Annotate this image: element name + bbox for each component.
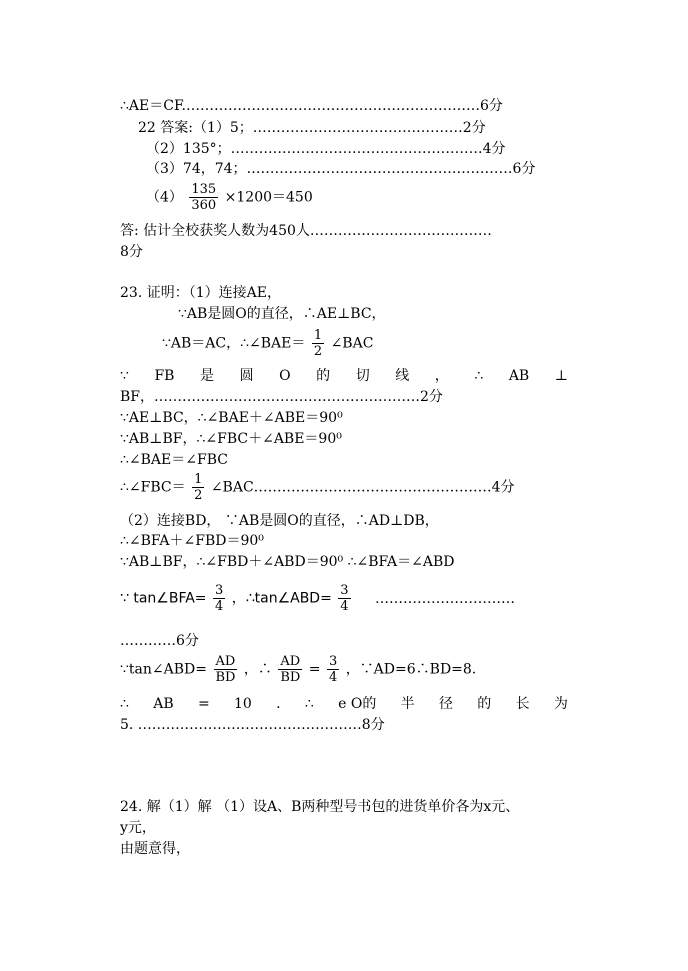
- p23-line-q: ∵tan∠ABD= $\frac{AD}{BD}$ ，∴ $\frac{AD}{BD}$ = $\frac{3}{4}$ ，∵AD=6∴BD=8.: [120, 654, 477, 685]
- fraction-three-quarters: $\frac{3}{4}$: [214, 583, 224, 614]
- p23-line-c: ∵AB＝AC，∴∠BAE＝ $\frac{1}{2}$ ∠BAC: [162, 328, 374, 359]
- p23-line-f: ∵AE⊥BC，∴∠BAE＋∠ABE＝90⁰: [120, 410, 343, 426]
- answer-22-part2: （2）135°；………………………………………………4分: [146, 141, 506, 157]
- p23-line-n: ∵ tan∠BFA= $\frac{3}{4}$ ，∴tan∠ABD= $\frac{3}{4}$ …………………………: [120, 583, 515, 614]
- fraction-ad-bd: $\frac{AD}{BD}$: [215, 654, 236, 685]
- p24-line-b: y元，: [120, 820, 156, 836]
- p23-line-k: ∴∠BFA＋∠FBD＝90⁰: [120, 533, 264, 549]
- fraction-ad-bd-2: $\frac{AD}{BD}$: [280, 654, 301, 685]
- fraction-half: $\frac{1}{2}$: [313, 328, 323, 359]
- line-ae-cf: ∴AE＝CF.………………………………………………………6分: [120, 98, 503, 114]
- p23-line-h: ∴∠BAE＝∠FBC: [120, 452, 228, 468]
- p23-line-e: BF，…………………………………………………2分: [120, 389, 443, 405]
- p23-line-i: ∴∠FBC＝ $\frac{1}{2}$ ∠BAC……………………………………………4分: [120, 472, 515, 503]
- p23-line-o: …………6分: [120, 633, 199, 649]
- fraction-135-360: $\frac{135}{360}$: [191, 182, 217, 213]
- fraction-half-2: $\frac{1}{2}$: [194, 472, 203, 503]
- fraction-three-quarters-2: $\frac{3}{4}$: [340, 583, 349, 614]
- p23-line-b: ∵AB是圆O的直径，∴AE⊥BC，: [178, 306, 386, 322]
- p24-line-a: 24. 解（1）解 （1）设A、B两种型号书包的进货单价各为x元、: [120, 799, 520, 815]
- answer-22-part3: （3）74，74；…………………………………………………6分: [146, 161, 536, 177]
- p24-line-c: 由题意得，: [120, 841, 190, 857]
- answer-22-part4: （4） $\frac{135}{360}$ ×1200＝450: [146, 182, 313, 213]
- p23-line-j: （2）连接BD， ∵AB是圆O的直径，∴AD⊥DB，: [120, 513, 439, 529]
- answer-22-conclusion: 答: 估计全校获奖人数为450人…………………………………: [120, 223, 492, 239]
- p23-line-s: 5. …………………………………………8分: [120, 717, 385, 733]
- answer-22-part1: 22 答案:（1）5；………………………………………2分: [138, 120, 486, 136]
- p23-line-r: ∴ AB = 10 . ∴ e O的 半 径 的 长 为: [120, 696, 568, 712]
- p23-line-g: ∵AB⊥BF，∴∠FBC＋∠ABE＝90⁰: [120, 431, 342, 447]
- p23-intro: 23. 证明：（1）连接AE，: [120, 285, 281, 301]
- answer-22-score: 8分: [120, 244, 143, 260]
- fraction-three-quarters-3: $\frac{3}{4}$: [328, 654, 338, 685]
- p23-line-d: ∵ FB 是 圆 O 的 切 线 ， ∴ AB ⊥: [120, 368, 568, 384]
- p23-line-m: ∵AB⊥BF，∴∠FBD＋∠ABD＝90⁰ ∴∠BFA＝∠ABD: [120, 554, 455, 570]
